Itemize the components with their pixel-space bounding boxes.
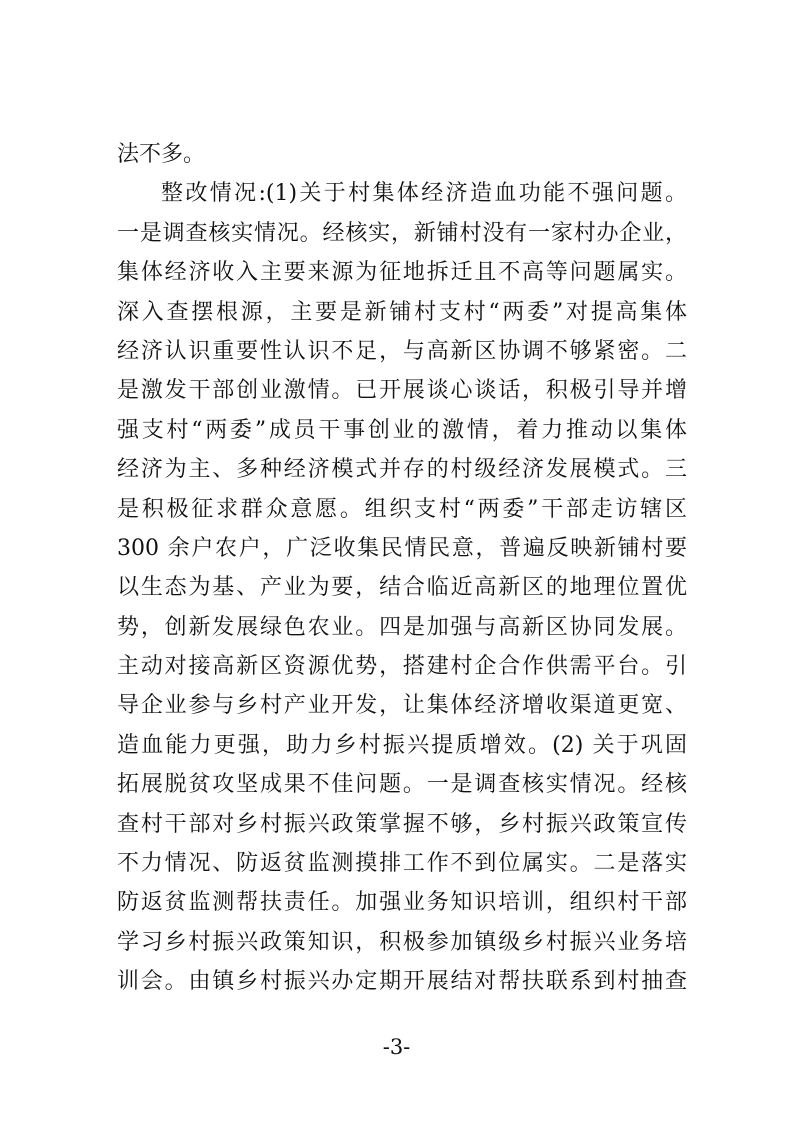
text-line-20: 防返贫监测帮扶责任。加强业务知识培训，组织村干部 xyxy=(117,890,687,916)
body-text xyxy=(117,135,687,1002)
text-line-18: 查村干部对乡村振兴政策掌握不够，乡村振兴政策宣传 xyxy=(117,811,687,837)
text-line-12: 以生态为基、产业为要，结合临近高新区的地理位置优 xyxy=(117,575,687,601)
text-line-6: 经济认识重要性认识不足，与高新区协调不够紧密。二 xyxy=(117,338,687,364)
text-line-15: 导企业参与乡村产业开发，让集体经济增收渠道更宽、 xyxy=(117,693,687,719)
text-line-13: 势，创新发展绿色农业。四是加强与高新区协同发展。 xyxy=(117,614,687,640)
page-number: -3- xyxy=(382,1035,411,1059)
text-line-14: 主动对接高新区资源优势，搭建村企合作供需平台。引 xyxy=(117,654,687,680)
text-line-22: 训会。由镇乡村振兴办定期开展结对帮扶联系到村抽查 xyxy=(117,969,687,995)
text-line-10: 是积极征求群众意愿。组织支村“两委”干部走访辖区 xyxy=(117,496,687,522)
text-line-16: 造血能力更强，助力乡村振兴提质增效。(2) 关于巩固 xyxy=(117,732,687,758)
text-line-21: 学习乡村振兴政策知识，积极参加镇级乡村振兴业务培 xyxy=(117,929,687,955)
text-line-8: 强支村“两委”成员干事创业的激情，着力推动以集体 xyxy=(117,417,687,443)
text-line-9: 经济为主、多种经济模式并存的村级经济发展模式。三 xyxy=(117,457,687,483)
text-line-11: 300 余户农户，广泛收集民情民意，普遍反映新铺村要 xyxy=(117,535,687,561)
text-line-17: 拓展脱贫攻坚成果不佳问题。一是调查核实情况。经核 xyxy=(117,772,687,798)
text-line-19: 不力情况、防返贫监测摸排工作不到位属实。二是落实 xyxy=(117,851,687,877)
text-line-7: 是激发干部创业激情。已开展谈心谈话，积极引导并增 xyxy=(117,378,687,404)
text-line-3: 一是调查核实情况。经核实，新铺村没有一家村办企业， xyxy=(117,220,687,246)
text-line-5: 深入查摆根源，主要是新铺村支村“两委”对提高集体 xyxy=(117,299,687,325)
text-line-4: 集体经济收入主要来源为征地拆迁且不高等问题属实。 xyxy=(117,260,687,286)
text-line-1: 法不多。 xyxy=(117,142,206,167)
text-line-2: 整改情况:(1)关于村集体经济造血功能不强问题。 xyxy=(161,181,687,207)
